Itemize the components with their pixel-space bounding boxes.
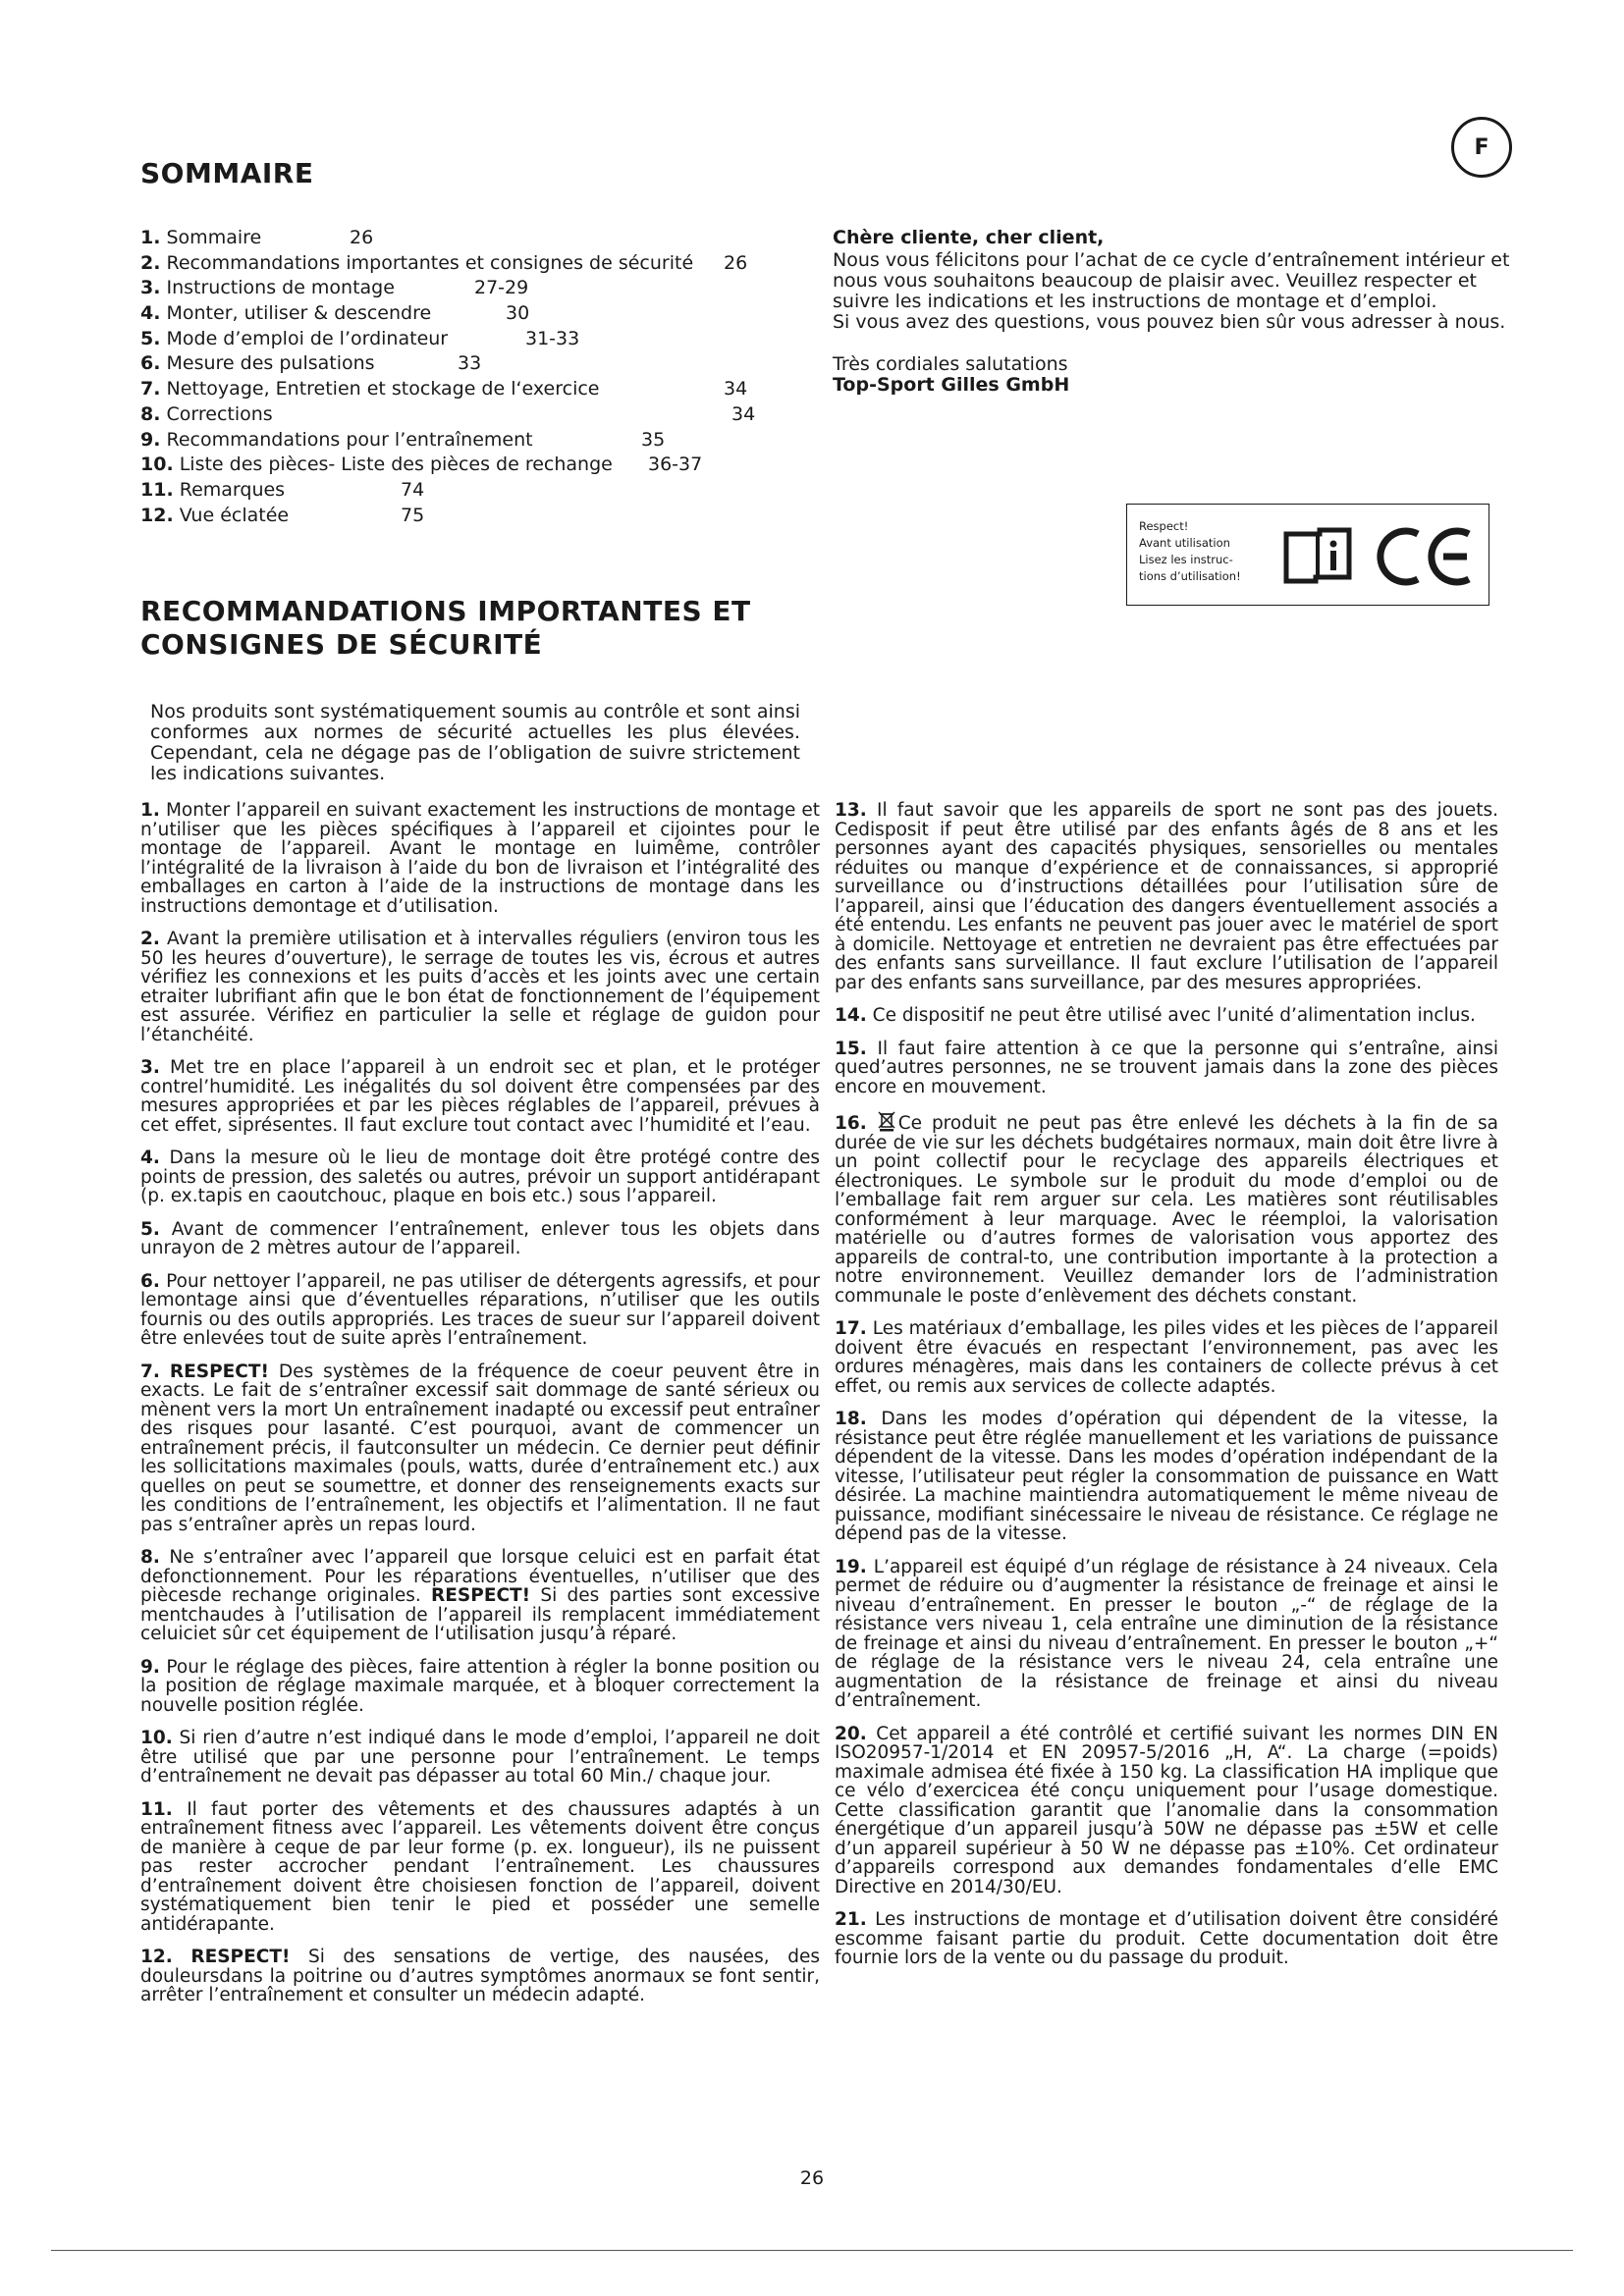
toc-item: 9. Recommandations pour l’entraînement 35 [140,428,666,451]
customer-letter [833,228,1510,396]
letter-body-questions: Si vous avez des questions, vous pouvez bien sûr vous adresser à nous. [833,311,1506,333]
letter-company: Top-Sport Gilles GmbH [833,374,1070,396]
safety-item: 20. Cet appareil a été contrôlé et certifié suivant les normes DIN EN ISO20957-1/2014 et EN 20957-5/2016 „H, A“. La charge (=poids) maximale admisea été fixée à 150 kg. La classification HA implique que ce vélo d’exercicea été conçu uniquement pour l’usage domestique. Cette classification garantit que l’anomalie dans la consommation énergétique d’un appareil jusqu’à 50W ne dépasse pas ±5W et celle d’un appareil supérieur à 50 W ne dépasse pas ±10%. Cet ordinateur d’appareils correspond aux demandes fondamentales d’elle EMC Directive en 2014/30/EU. [835,1723,1498,1897]
safety-item: 17. Les matériaux d’emballage, les piles vides et les pièces de l’appareil doivent être évacués en respectant l’environnement, pas avec les ordures ménagères, mais dans les containers de collecte prévus à cet effet, ou remis aux services de collecte adaptés. [835,1318,1498,1397]
safety-item: 12. RESPECT! Si des sensations de vertige, des nausées, des douleursdans la poitrine ou d’autres symptômes anormaux se font sentir, arrêter l’entraînement et consulter un médecin adapté. [140,1947,820,2005]
safety-item: 8. Ne s’entraîner avec l’appareil que lorsque celuici est en parfait état defonctionnement. Pour les réparations éventuelles, n’utiliser que des piècesde rechange originales. RESPECT! Si des parties sont excessive mentchaudes à l’utilisation de l’appareil ils remplacent immédiatement celuiciet sûr cet équipement de l‘utilisation jusqu’à réparé. [140,1547,820,1644]
language-badge: F [1451,117,1512,178]
safety-item: 2. Avant la première utilisation et à intervalles réguliers (environ tous les 50 les heures d’ouverture), le serrage de toutes les vis, écrous et autres vérifiez les connexions et les puits d’accès et les joints avec une certain etraiter lubrifiant afin que le bon état de fonctionnement de l’équipement est assurée. Vérifiez en particulier la selle et réglage de guidon pour l’étanchéité. [140,929,820,1045]
safety-title: RECOMMANDATIONS IMPORTANTES ET CONSIGNES DE SÉCURITÉ [140,595,751,661]
weee-bin-icon [877,1110,896,1132]
letter-body: Nous vous félicitons pour l’achat de ce cycle d’entraînement intérieur et nous vous souhaitons beaucoup de plaisir avec. Veuillez respecter et suivre les indications et les instructions de montage et d’emploi. [833,249,1510,312]
safety-column-right [835,801,1498,1982]
safety-column-left [140,801,820,2019]
toc-item: 6. Mesure des pulsations 33 [140,352,482,375]
safety-item: 3. Met tre en place l’appareil à un endroit sec et plan, et le protéger contrel’humidité. Les inégalités du sol doivent être compensées par des mesures appropriées et par les pièces réglables de l’appareil, prévues à cet effet, siprésentes. Il faut exclure tout contact avec l’humidité et l’eau. [140,1057,820,1136]
toc-item: 4. Monter, utiliser & descendre 30 [140,302,530,325]
safety-item: 14. Ce dispositif ne peut être utilisé avec l’unité d’alimentation inclus. [835,1005,1476,1026]
toc-item: 8. Corrections 34 [140,402,756,425]
toc-item: 3. Instructions de montage 27-29 [140,277,529,299]
toc-item: 7. Nettoyage, Entretien et stockage de l‘exercice 34 [140,378,748,400]
page-number: 26 [799,2167,825,2189]
safety-item: 15. Il faut faire attention à ce que la personne qui s’entraîne, ainsi qued’autres personnes, ne se trouvent jamais dans la zone des pièces encore en mouvement. [835,1038,1498,1097]
safety-item: 13. Il faut savoir que les appareils de sport ne sont pas des jouets. Cedisposit if peut être utilisé par des enfants âgés de 8 ans et les personnes ayant des capacités physiques, sensorielles ou mentales réduites ou manque d’expérience et de connaissances, si approprié surveillance ou d’instructions détaillées pour l’utilisation sûre de l’appareil, ainsi que l’éducation des dangers éventuellement associés a été entendu. Les enfants ne peuvent pas jouer avec le matériel de sport à domicile. Nettoyage et entretien ne devraient pas être effectuées par des enfants sans surveillance. Il faut exclure l’utilisation de l’appareil par des enfants sans surveillance, par des mesures appropriées. [835,800,1498,993]
read-manual-notice [1126,504,1489,606]
toc-item: 1. Sommaire 26 [140,227,374,248]
letter-closing: Très cordiales salutations [833,353,1068,375]
safety-item: 9. Pour le réglage des pièces, faire attention à régler la bonne position ou la position de réglage maximale marquée, et à bloquer correctement la nouvelle position réglée. [140,1656,820,1716]
table-of-contents [140,226,756,528]
safety-item: 21. Les instructions de montage et d’utilisation doivent être considéré escomme faisant partie du produit. Cette documentation doit être fournie lors de la vente ou du passage du produit. [835,1909,1498,1968]
footer-rule [51,2250,1573,2251]
safety-item: 10. Si rien d’autre n’est indiqué dans le mode d’emploi, l’appareil ne doit être utilisé que par une personne pour l’entraînement. Le temps d’entraînement ne devait pas dépasser au total 60 Min./ chaque jour. [140,1728,820,1787]
safety-item: 11. Il faut porter des vêtements et des chaussures adaptés à un entraînement fitness avec l’appareil. Les vêtements doivent être conçus de manière à ceque de par leur forme (p. ex. longueur), ils ne puissent pas rester accrocher pendant l’entraînement. Les chaussures d’entraînement doivent être choisiesen fonction de l’appareil, doivent systématiquement bien tenir le pied et posséder une semelle antidérapante. [140,1798,820,1935]
safety-item: 5. Avant de commencer l’entraînement, enlever tous les objets dans unrayon de 2 mètres autour de l’appareil. [140,1218,820,1258]
toc-item: 2. Recommandations importantes et consignes de sécurité 26 [140,251,748,274]
letter-greeting: Chère cliente, cher client, [833,227,1105,248]
sommaire-title: SOMMAIRE [140,157,314,189]
safety-item: 1. Monter l’appareil en suivant exactement les instructions de montage et n’utiliser que les pièces spécifiques à l’appareil et cijointes pour le montage de l’appareil. Avant le montage en luimême, contrôler l’intégralité de la livraison à l’aide du bon de livraison et l’intégralité des emballages en carton à l’aide de la instructions de montage dans les instructions demontage et d’utilisation. [140,800,820,917]
safety-intro: Nos produits sont systématiquement soumis au contrôle et sont ainsi conformes aux normes de sécurité actuelles les plus élevées. Cependant, cela ne dégage pas de l’obligation de suivre strictement les indications suivantes. [150,701,800,784]
toc-item: 11. Remarques 74 [140,478,425,501]
toc-item: 10. Liste des pièces- Liste des pièces de rechange 36-37 [140,454,703,476]
safety-item: 19. L’appareil est équipé d’un réglage de résistance à 24 niveaux. Cela permet de réduire ou d’augmenter la résistance de freinage et ainsi le niveau d’entraînement. En presser le bouton „-“ de réglage de la résistance vers niveau 1, cela entraîne une diminution de la résistance de freinage et ainsi du niveau d’entraînement. En presser le bouton „+“ de réglage de la résistance vers le niveau 24, cela entraîne une augmentation de la résistance de freinage et ainsi du niveau d’entraînement. [835,1556,1498,1711]
read-manual-icon [1282,526,1353,585]
safety-item: 7. RESPECT! Des systèmes de la fréquence de coeur peuvent être in exacts. Le fait de s’entraîner excessif sait dommage de santé sérieux ou mènent vers la mort Un entraînement inadapté ou excessif peut entraîner des risques pour lasanté. C’est pourquoi, avant de commencer un entraînement précis, il fautconsulter un médecin. Ce dernier peut définir les sollicitations maximales (pouls, watts, durée d’entraînement etc.) aux quelles on peut se soumettre, et donner des renseignements exacts sur les conditions de l’entraînement, les objectifs et l’alimentation. Il ne faut pas s’entraîner après un repas lourd. [140,1361,820,1535]
safety-item: 16. Ce produit ne peut pas être enlevé les déchets à la fin de sa durée de vie sur les déchets budgétaires normaux, main doit être livre à un point collectif pour le recyclage des appareils électriques et électroniques. Le symbole sur le produit du mode d’emploi ou de l’emballage fait rem arguer sur cela. Les matières sont réutilisables conformément à leur marquage. Avec le réemploi, la valorisation matérielle ou d’autres formes de valorisation vous apportez des appareils de contral-to, une contribution importante à la protection a notre environnement. Veuillez demander lors de l’administration communale le poste d’enlèvement des déchets constant. [835,1110,1498,1306]
toc-item: 12. Vue éclatée 75 [140,504,425,526]
notice-text: Respect! Avant utilisation Lisez les instruc- tions d’utilisation! [1139,519,1241,583]
ce-mark-icon [1371,526,1479,587]
toc-item: 5. Mode d’emploi de l’ordinateur 31-33 [140,327,580,349]
safety-item: 6. Pour nettoyer l’appareil, ne pas utiliser de détergents agressifs, et pour lemontage ainsi que d’éventuelles réparations, n’utiliser que les outils fournis ou des outils appropriés. Les traces de sueur sur l’appareil doivent être enlevées tout de suite après l’entraînement. [140,1270,821,1349]
safety-item: 4. Dans la mesure où le lieu de montage doit être protégé contre des points de pression, des saletés ou autres, prévoir un support antidérapant (p. ex.tapis en caoutchouc, plaque en bois etc.) sous l’appareil. [140,1148,821,1206]
safety-item: 18. Dans les modes d’opération qui dépendent de la vitesse, la résistance peut être réglée manuellement et les variations de puissance dépendent de la vitesse. Dans les modes d’opération indépendant de la vitesse, l’utilisateur peut régler la consommation de puissance en Watt désirée. La machine maintiendra automatiquement le même niveau de puissance, modifiant sinécessaire le niveau de résistance. Ce réglage ne dépend pas de la vitesse. [835,1409,1498,1544]
